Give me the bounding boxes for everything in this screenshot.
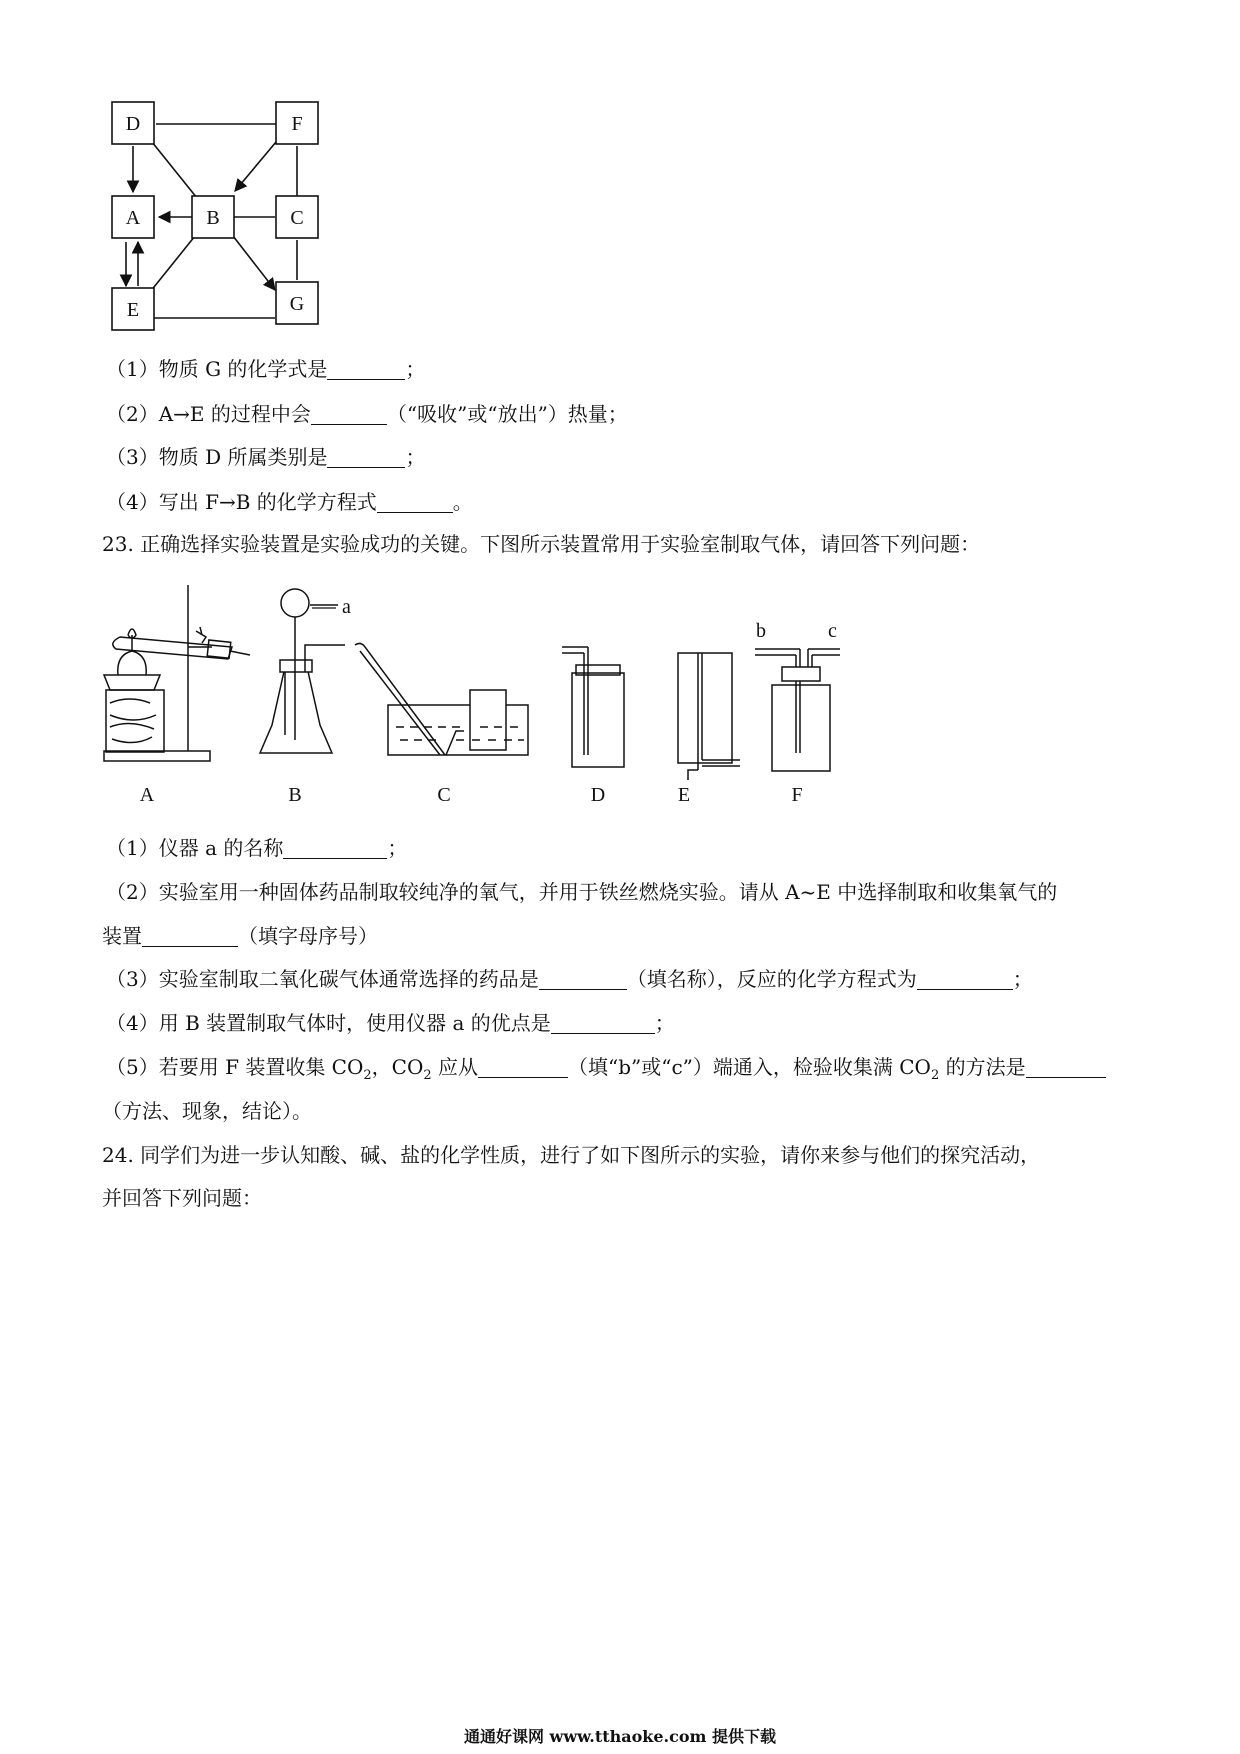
q22-item-4-text: （4）写出 F→B 的化学方程式 [106, 490, 377, 514]
answer-blank[interactable] [327, 447, 405, 468]
apparatus-d [562, 647, 624, 767]
answer-blank[interactable] [551, 1013, 655, 1034]
subscript: 2 [363, 1068, 372, 1083]
q23-item-4 [106, 1009, 675, 1037]
q23-item-5 [106, 1053, 1106, 1090]
apparatus-label-d: D [590, 784, 606, 806]
pointer-b-label: b [756, 620, 766, 642]
apparatus-e [678, 653, 740, 780]
node-g-label: G [289, 293, 305, 315]
subscript: 2 [930, 1068, 940, 1083]
q22-item-3 [106, 443, 425, 471]
q23-item-3 [106, 965, 1033, 993]
apparatus-a [104, 585, 250, 761]
q22-item-3-text: （3）物质 D 所属类别是 [106, 445, 328, 469]
apparatus-b [260, 589, 345, 753]
q23-item-3-text: （3）实验室制取二氧化碳气体通常选择的药品是 [106, 967, 539, 991]
q23-intro: 23. 正确选择实验装置是实验成功的关键。下图所示装置常用于实验室制取气体，请回答下列问题： [102, 532, 981, 556]
q23-item-5-text: 应从 [431, 1055, 478, 1079]
answer-blank[interactable] [377, 492, 453, 513]
q23-item-5-text: （填“b”或“c”）端通入，检验收集满 CO [568, 1055, 931, 1079]
node-c-label: C [290, 207, 304, 229]
edge-b-e [150, 236, 195, 292]
apparatus-label-a: A [139, 784, 155, 806]
q22-item-1-end: ； [405, 357, 426, 381]
apparatus-label-f: F [791, 784, 803, 806]
node-e-label: E [126, 299, 140, 321]
q23-item-5-text: 的方法是 [939, 1055, 1026, 1079]
q23-item-5-text: ，CO [371, 1055, 424, 1079]
q22-item-1 [106, 355, 425, 383]
answer-blank[interactable] [311, 404, 387, 425]
q23-item-5-text: （5）若要用 F 装置收集 CO [106, 1055, 364, 1079]
q24-line-2: 并回答下列问题： [102, 1186, 262, 1210]
q22-item-4 [106, 488, 473, 516]
apparatus-label-c: C [437, 784, 451, 806]
node-f-label: F [291, 113, 303, 135]
q23-item-2-text: 装置 [102, 924, 142, 948]
apparatus-c [355, 643, 528, 755]
q23-item-2-line2 [102, 922, 378, 950]
q23-item-2-line1: （2）实验室用一种固体药品制取较纯净的氧气，并用于铁丝燃烧实验。请从 A~E 中选择制取和收集氧气的 [106, 880, 1058, 904]
q23-item-2-end: （填字母序号） [238, 924, 378, 948]
answer-blank[interactable] [478, 1057, 568, 1078]
page-footer: 通通好课网 www.tthaoke.com 提供下载 [463, 1727, 777, 1746]
q22-item-2-text: （2）A→E 的过程中会 [106, 402, 311, 426]
q22-item-3-end: ； [405, 445, 426, 469]
apparatus-figure [100, 575, 960, 815]
q23-item-1-text: （1）仪器 a 的名称 [106, 836, 284, 860]
answer-blank[interactable] [1026, 1057, 1106, 1078]
q22-item-4-end: 。 [452, 490, 473, 514]
q23-item-3-mid: （填名称），反应的化学方程式为 [626, 967, 917, 991]
q23-item-3-end: ； [1012, 967, 1033, 991]
node-d-label: D [125, 113, 141, 135]
relationship-diagram [100, 100, 380, 380]
q23-item-1 [106, 834, 407, 862]
answer-blank[interactable] [917, 969, 1013, 990]
answer-blank[interactable] [327, 359, 405, 380]
q22-item-1-text: （1）物质 G 的化学式是 [106, 357, 328, 381]
q22-item-2 [106, 400, 628, 428]
answer-blank[interactable] [142, 926, 238, 947]
apparatus-label-b: B [288, 784, 302, 806]
pointer-a-label: a [342, 596, 351, 618]
answer-blank[interactable] [283, 838, 387, 859]
edge-b-g [233, 236, 275, 290]
edge-f-b [235, 142, 276, 191]
q23-item-5-line2: （方法、现象，结论）。 [102, 1099, 312, 1123]
q23-item-4-text: （4）用 B 装置制取气体时，使用仪器 a 的优点是 [106, 1011, 551, 1035]
q23-item-1-end: ； [387, 836, 408, 860]
apparatus-f [755, 649, 840, 771]
q22-item-2-end: （“吸收”或“放出”）热量； [386, 402, 628, 426]
node-a-label: A [125, 207, 141, 229]
subscript: 2 [423, 1068, 432, 1083]
q24-line-1: 24. 同学们为进一步认知酸、碱、盐的化学性质，进行了如下图所示的实验，请你来参与他们的探究活动， [102, 1143, 1041, 1167]
pointer-c-label: c [828, 620, 837, 642]
answer-blank[interactable] [539, 969, 627, 990]
apparatus-label-e: E [677, 784, 691, 806]
edge-d-b [152, 142, 197, 198]
node-b-label: B [206, 207, 220, 229]
q23-item-4-end: ； [654, 1011, 675, 1035]
